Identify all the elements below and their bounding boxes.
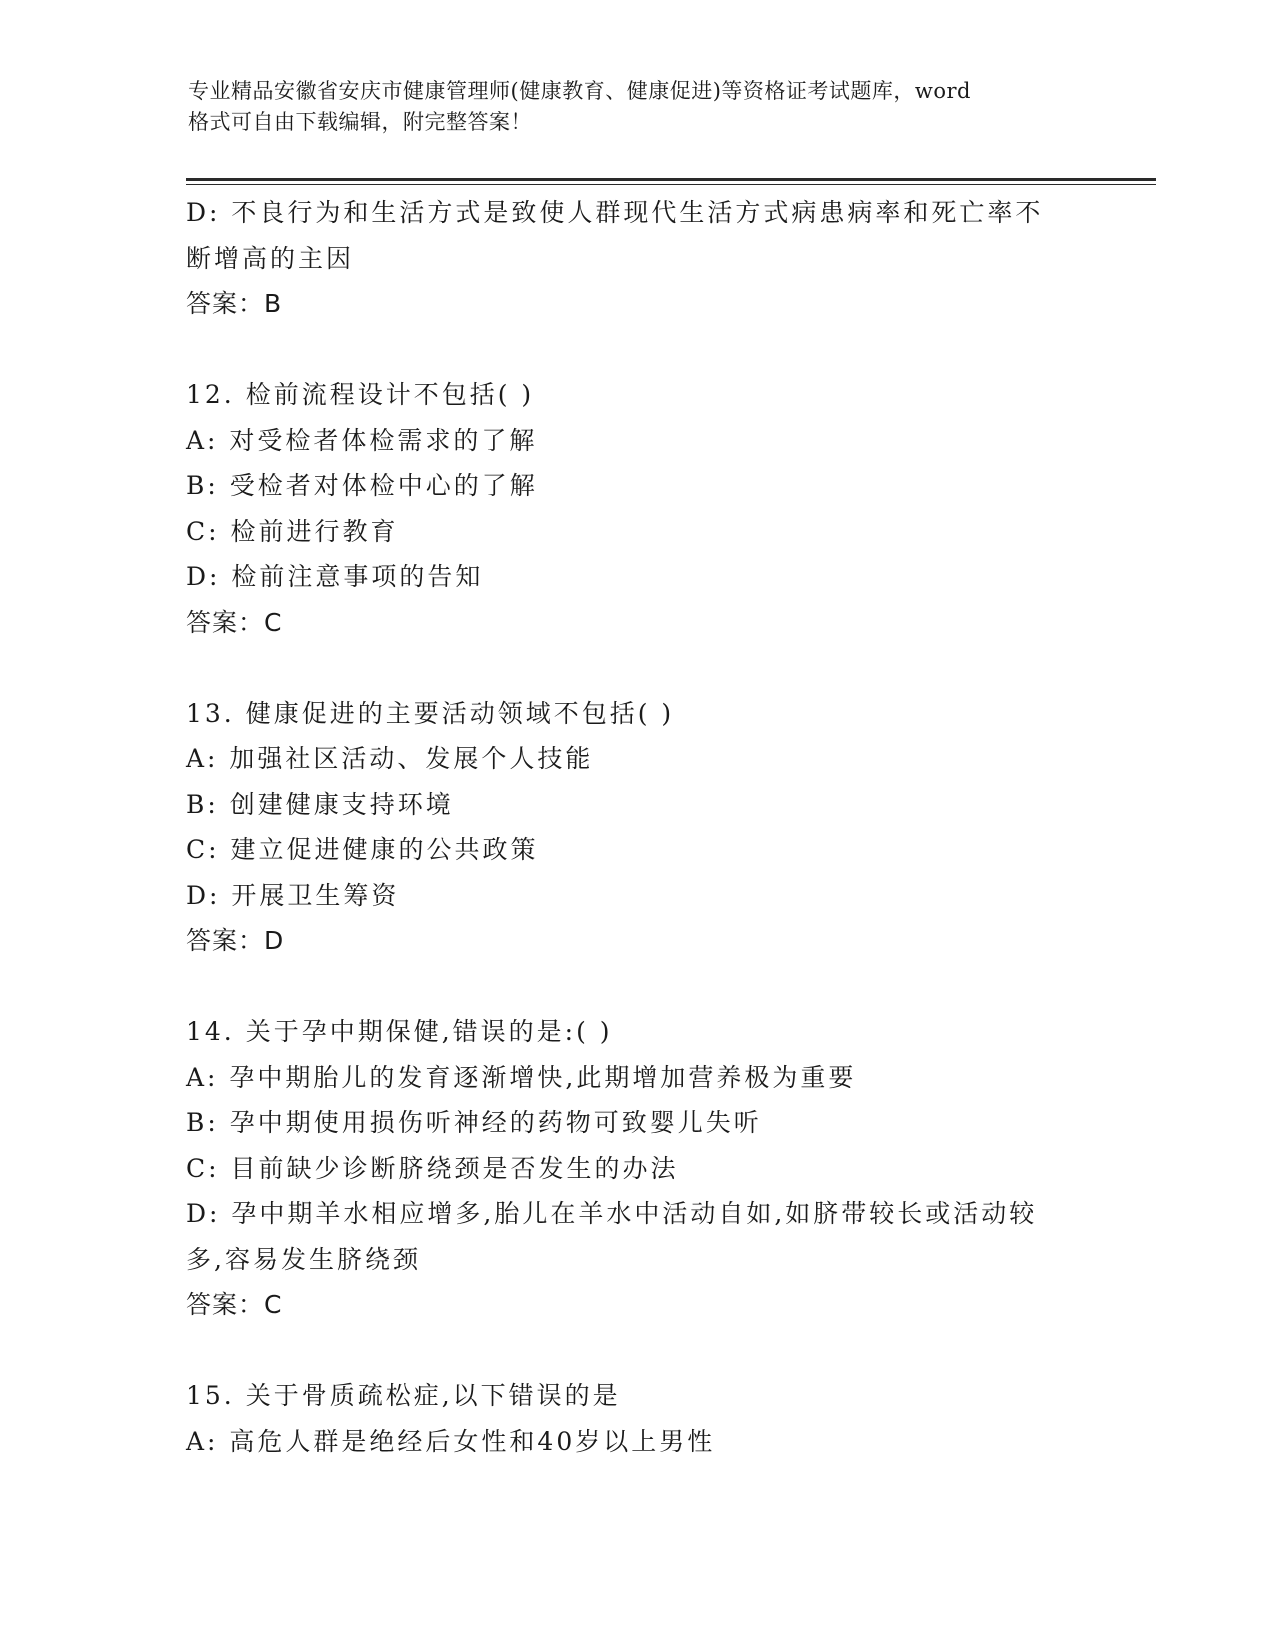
answer-line: 答案：C <box>186 607 283 637</box>
option-a: A: 孕中期胎儿的发育逐渐增快,此期增加营养极为重要 <box>186 1062 857 1092</box>
header-line-2: 格式可自由下载编辑，附完整答案！ <box>188 110 532 134</box>
document-header <box>188 76 1088 138</box>
option-c: C: 建立促进健康的公共政策 <box>186 835 539 864</box>
question-13 <box>186 691 1086 964</box>
question-14 <box>186 1009 1086 1328</box>
question-15 <box>186 1373 1086 1464</box>
option-d-line-2: 多,容易发生脐绕颈 <box>186 1244 421 1274</box>
option-d-line-1: D: 孕中期羊水相应增多,胎儿在羊水中活动自如,如脐带较长或活动较 <box>186 1199 1038 1228</box>
question-stem: 12. 检前流程设计不包括( ) <box>186 380 535 409</box>
answer-line: 答案：B <box>186 289 283 318</box>
option-b: B: 受检者对体检中心的了解 <box>186 471 538 500</box>
question-content <box>186 190 1086 1464</box>
header-rule-thick <box>186 178 1156 181</box>
answer-line: 答案：D <box>186 926 285 955</box>
question-stem: 13. 健康促进的主要活动领域不包括( ) <box>186 698 675 728</box>
option-b: B: 创建健康支持环境 <box>186 789 454 819</box>
option-d-line-2: 断增高的主因 <box>186 243 355 273</box>
answer-line: 答案：C <box>186 1290 283 1319</box>
question-12 <box>186 372 1086 645</box>
option-b: B: 孕中期使用损伤听神经的药物可致婴儿失听 <box>186 1108 762 1137</box>
option-a: A: 加强社区活动、发展个人技能 <box>186 744 594 773</box>
header-line-1: 专业精品安徽省安庆市健康管理师(健康教育、健康促进)等资格证考试题库，word <box>188 79 971 103</box>
question-stem: 14. 关于孕中期保健,错误的是:( ) <box>186 1017 613 1046</box>
option-d: D: 检前注意事项的告知 <box>186 562 484 591</box>
option-c: C: 检前进行教育 <box>186 516 399 546</box>
option-a: A: 对受检者体检需求的了解 <box>186 425 538 455</box>
option-d: D: 开展卫生筹资 <box>186 880 400 910</box>
option-d-line-1: D: 不良行为和生活方式是致使人群现代生活方式病患病率和死亡率不 <box>186 198 1044 227</box>
question-stem: 15. 关于骨质疏松症,以下错误的是 <box>186 1381 621 1410</box>
option-a: A: 高危人群是绝经后女性和40岁以上男性 <box>186 1426 716 1456</box>
prev-question-tail <box>186 190 1086 327</box>
header-rule-thin <box>186 184 1156 185</box>
option-c: C: 目前缺少诊断脐绕颈是否发生的办法 <box>186 1153 679 1183</box>
